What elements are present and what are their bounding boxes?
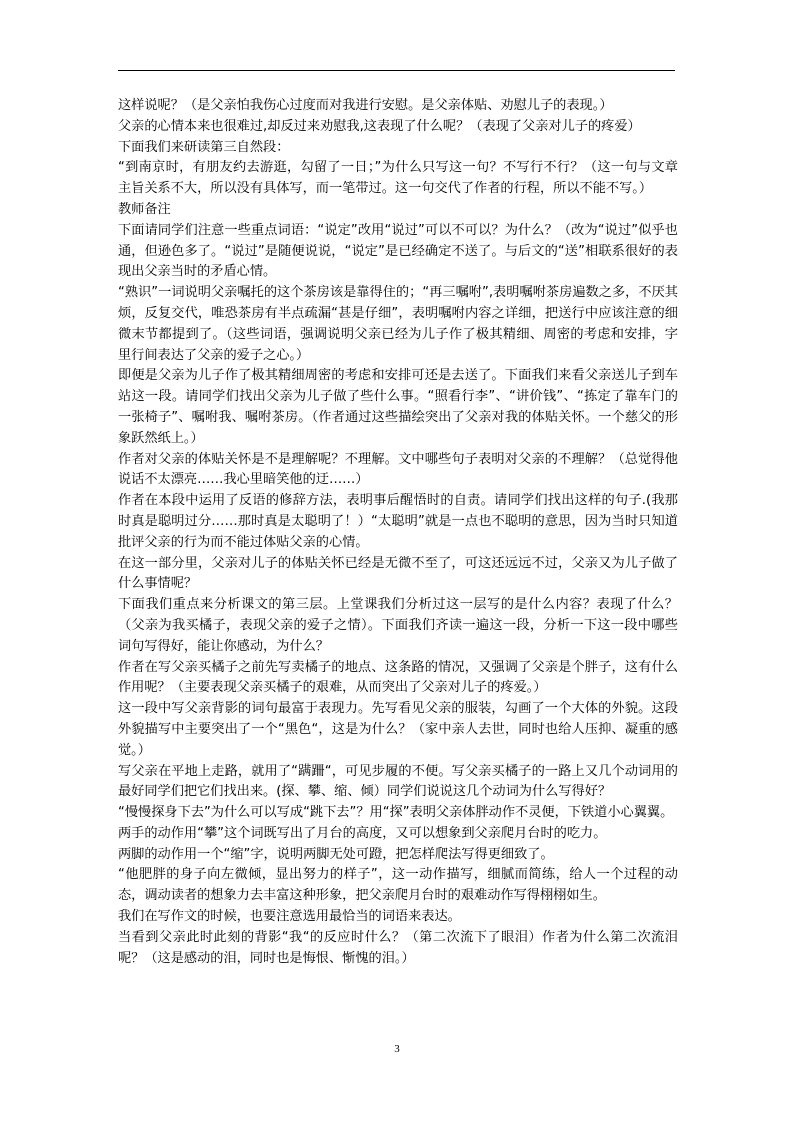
paragraph: “到南京时，有朋友约去游逛，勾留了一日；”为什么只写这一句？不写行不行？（这一句与文章主旨关系不大，所以没有具体写，而一笔带过。这一句交代了作者的行程，所以不能不写。） [118, 160, 678, 197]
paragraph: 下面请同学们注意一些重点词语：“说定”改用“说过”可以不可以？为什么？（改为“说过”似乎也通，但逊色多了。“说过”是随便说说，“说定”是已经确定不送了。与后文的“送”相联系很好的表现出父亲当时的矛盾心情。 [118, 222, 678, 280]
paragraph: 这一段中写父亲背影的词句最富于表现力。先写看见父亲的服装，勾画了一个大体的外貌。这段外貌描写中主要突出了一个“黑色“，这是为什么？（家中亲人去世，同时也给人压抑、凝重的感觉。） [118, 701, 678, 758]
paragraph: “慢慢探身下去”为什么可以写成“跳下去”？用“探”表明父亲体胖动作不灵便，下铁道小心翼翼。 [118, 805, 674, 821]
paragraph: 两手的动作用“攀”这个词既写出了月台的高度，又可以想象到父亲爬月台时的吃力。 [118, 825, 607, 841]
paragraph: 即便是父亲为儿子作了极其精细周密的考虑和安排可还是去送了。下面我们来看父亲送儿子到车站这一段。请同学们找出父亲为儿子做了些什么事。“照看行李”、“讲价钱”、“拣定了靠车门的一张椅子”、嘱咐我、嘱咐茶房。（作者通过这些描绘突出了父亲对我的体贴关怀。一个慈父的形象跃然纸上。） [118, 368, 678, 446]
paragraph: 作者在写父亲买橘子之前先写卖橘子的地点、这条路的情况，又强调了父亲是个胖子，这有什么作用呢？（主要表现父亲买橘子的艰难，从而突出了父亲对儿子的疼爱。） [118, 659, 678, 696]
paragraph: 作者在本段中运用了反语的修辞方法，表明事后醒悟时的自责。请同学们找出这样的句子.(我那时真是聪明过分……那时真是太聪明了！）“太聪明”就是一点也不聪明的意思，因为当时只知道批评父亲的行为而不能过体贴父亲的心情。 [118, 493, 678, 550]
paragraph: 这样说呢？（是父亲怕我伤心过度而对我进行安慰。是父亲体贴、劝慰儿子的表现。） [118, 98, 613, 113]
paragraph: 两脚的动作用一个“缩”字，说明两脚无处可蹬，把怎样爬法写得更细致了。 [118, 846, 554, 862]
paragraph: 下面我们重点来分析课文的第三层。上堂课我们分析过这一层写的是什么内容？表现了什么？（父亲为我买橘子，表现父亲的爱子之情）。下面我们齐读一遍这一段，分析一下这一段中哪些词句写得好，能让你感动，为什么？ [118, 597, 678, 654]
paragraph: 写父亲在平地上走路，就用了“蹒跚“，可见步履的不便。写父亲买橘子的一路上又几个动词用的最好同学们把它们找出来。(探、攀、缩、倾）同学们说说这几个动词为什么写得好？ [118, 763, 678, 800]
document-body [118, 96, 678, 969]
paragraph: “熟识”一词说明父亲嘱托的这个茶房该是靠得住的；“再三嘱咐”,表明嘱咐茶房遍数之多，不厌其烦，反复交代，唯恐茶房有半点疏漏“甚是仔细”，表明嘱咐内容之详细，把送行中应该注意的细微末节都提到了。（这些词语，强调说明父亲已经为儿子作了极其精细、周密的考虑和安排，字里行间表达了父亲的爱子之心。） [118, 285, 678, 363]
page-number: 3 [394, 1043, 400, 1055]
paragraph: 我们在写作文的时候，也要注意选用最恰当的词语来表达。 [118, 909, 461, 925]
paragraph: 下面我们来研读第三自然段： [118, 139, 290, 155]
paragraph: 当看到父亲此时此刻的背影“我“的反应时什么？（第二次流下了眼泪）作者为什么第二次流泪呢？（这是感动的泪，同时也是悔恨、惭愧的泪。） [118, 929, 678, 966]
paragraph: 在这一部分里，父亲对儿子的体贴关怀已经是无微不至了，可这还远远不过，父亲又为儿子做了什么事情呢？ [118, 555, 678, 592]
paragraph: 父亲的心情本来也很难过,却反过来劝慰我,这表现了什么呢？（表现了父亲对儿子的疼爱） [118, 118, 641, 134]
header-rule [118, 70, 675, 71]
teacher-note-heading: 教师备注 [118, 201, 171, 217]
paragraph: “他肥胖的身子向左微倾，显出努力的样子”，这一动作描写，细腻而简练，给人一个过程的动态，调动读者的想象力去丰富这种形象，把父亲爬月台时的艰难动作写得栩栩如生。 [118, 867, 678, 904]
paragraph: 作者对父亲的体贴关怀是不是理解呢？不理解。文中哪些句子表明对父亲的不理解？（总觉得他说话不太漂亮……我心里暗笑他的迂……） [118, 451, 678, 488]
